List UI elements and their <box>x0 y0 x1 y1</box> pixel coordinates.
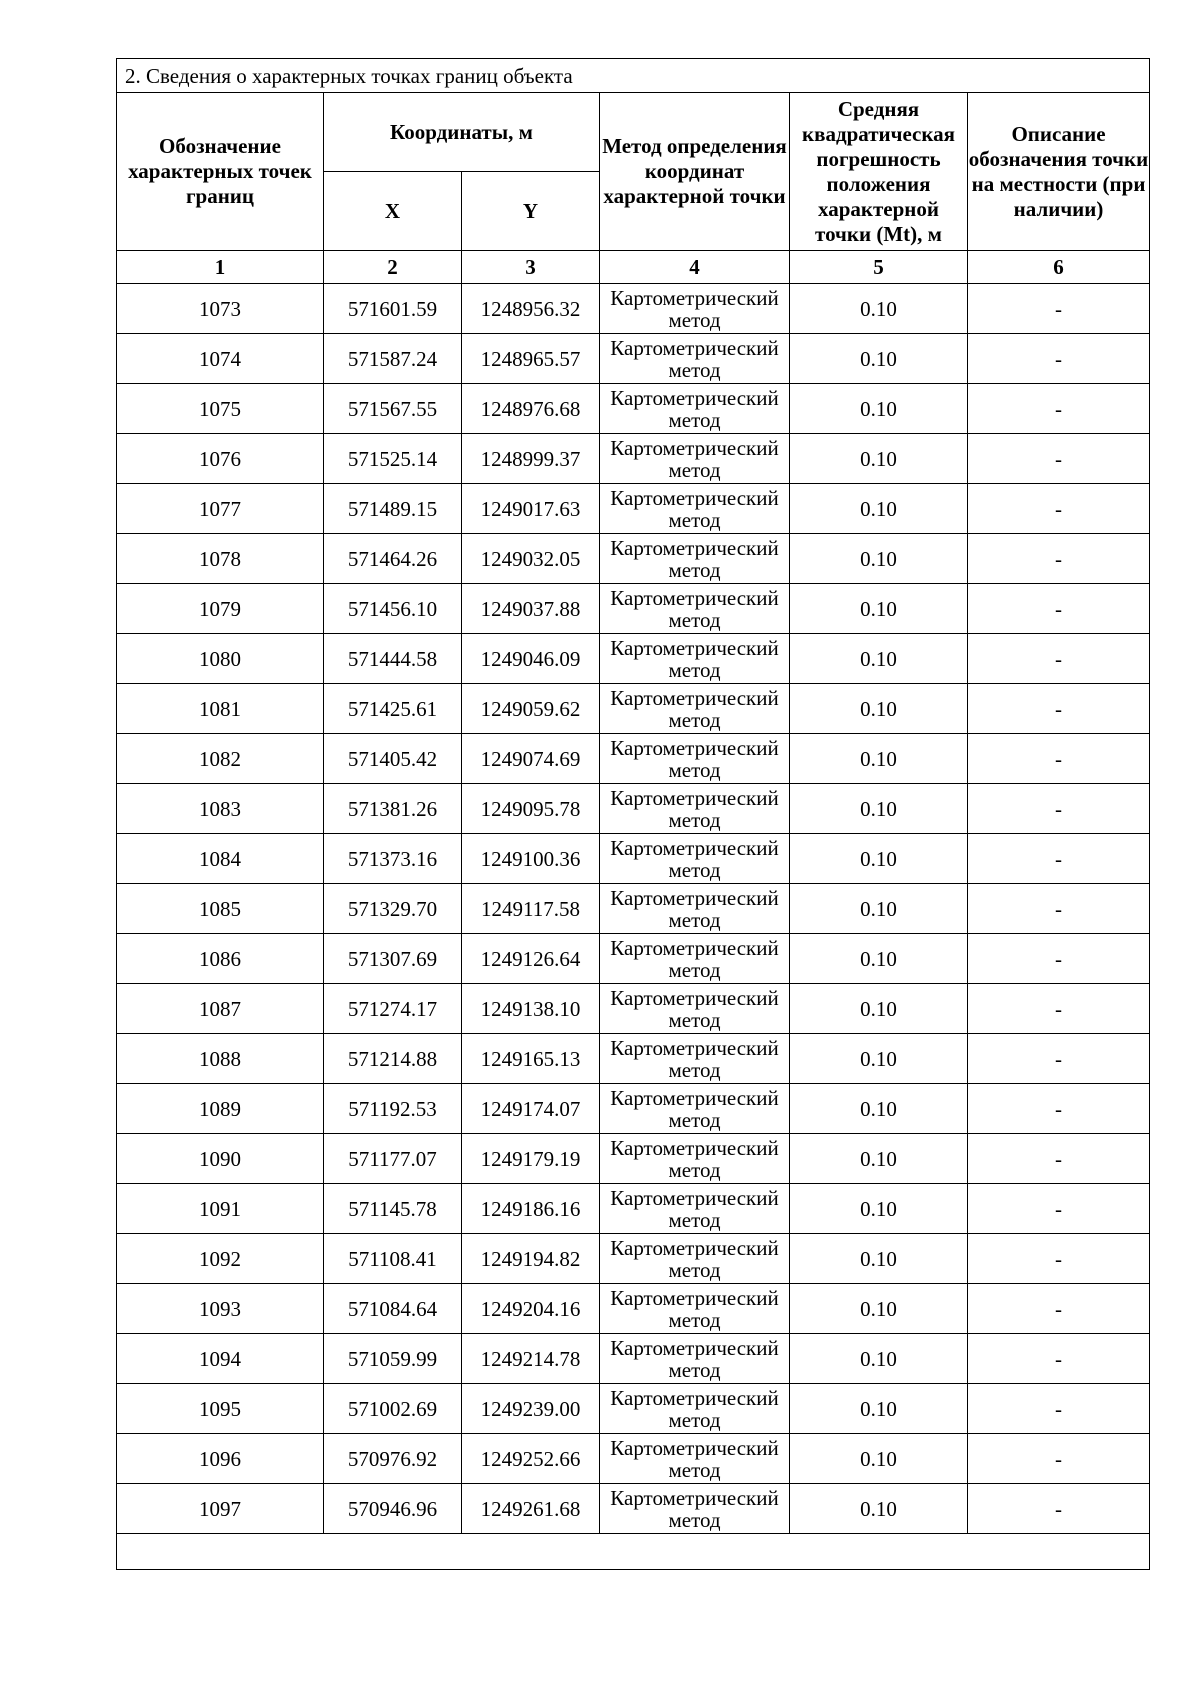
accuracy-mt: 0.10 <box>790 534 968 584</box>
method-line-2: метод <box>668 1357 721 1382</box>
point-description: - <box>968 1234 1150 1284</box>
column-number: 1 <box>117 251 324 284</box>
accuracy-mt: 0.10 <box>790 1384 968 1434</box>
accuracy-mt: 0.10 <box>790 334 968 384</box>
method-line-1: Картометрический <box>610 1135 779 1160</box>
point-id: 1075 <box>117 384 324 434</box>
coord-y: 1249046.09 <box>462 634 600 684</box>
point-id: 1089 <box>117 1084 324 1134</box>
coord-y: 1248999.37 <box>462 434 600 484</box>
point-id: 1094 <box>117 1334 324 1384</box>
point-id: 1078 <box>117 534 324 584</box>
coord-y: 1249214.78 <box>462 1334 600 1384</box>
accuracy-mt: 0.10 <box>790 934 968 984</box>
method <box>600 684 790 734</box>
method-line-1: Картометрический <box>610 985 779 1010</box>
method-line-1: Картометрический <box>610 1435 779 1460</box>
point-description: - <box>968 934 1150 984</box>
point-description: - <box>968 734 1150 784</box>
coord-y: 1248965.57 <box>462 334 600 384</box>
coord-y: 1249261.68 <box>462 1484 600 1534</box>
column-number: 6 <box>968 251 1150 284</box>
header-coordinates: Координаты, м <box>324 93 600 172</box>
accuracy-mt: 0.10 <box>790 1184 968 1234</box>
method-line-1: Картометрический <box>610 635 779 660</box>
method <box>600 934 790 984</box>
table-row <box>117 884 1150 934</box>
point-description: - <box>968 1284 1150 1334</box>
accuracy-mt: 0.10 <box>790 1434 968 1484</box>
coord-x: 571525.14 <box>324 434 462 484</box>
point-id: 1086 <box>117 934 324 984</box>
table-row <box>117 334 1150 384</box>
point-description: - <box>968 984 1150 1034</box>
column-number: 2 <box>324 251 462 284</box>
point-id: 1077 <box>117 484 324 534</box>
method <box>600 884 790 934</box>
coord-x: 571177.07 <box>324 1134 462 1184</box>
method <box>600 1234 790 1284</box>
accuracy-mt: 0.10 <box>790 984 968 1034</box>
coord-y: 1249017.63 <box>462 484 600 534</box>
point-id: 1080 <box>117 634 324 684</box>
coord-y: 1249174.07 <box>462 1084 600 1134</box>
point-id: 1093 <box>117 1284 324 1334</box>
accuracy-mt: 0.10 <box>790 884 968 934</box>
method <box>600 1484 790 1534</box>
point-description: - <box>968 534 1150 584</box>
method <box>600 634 790 684</box>
method-line-2: метод <box>668 357 721 382</box>
point-id: 1085 <box>117 884 324 934</box>
method-line-1: Картометрический <box>610 1035 779 1060</box>
accuracy-mt: 0.10 <box>790 1484 968 1534</box>
method <box>600 834 790 884</box>
header-y: Y <box>462 172 600 251</box>
method-line-2: метод <box>668 1207 721 1232</box>
coord-y: 1249074.69 <box>462 734 600 784</box>
point-description: - <box>968 834 1150 884</box>
header-accuracy: Средняя квадратическая погрешность положения характерной точки (Mt), м <box>790 93 968 251</box>
table-row <box>117 1134 1150 1184</box>
point-description: - <box>968 1184 1150 1234</box>
point-description: - <box>968 1334 1150 1384</box>
method-line-1: Картометрический <box>610 735 779 760</box>
method <box>600 484 790 534</box>
method-line-2: метод <box>668 457 721 482</box>
coord-x: 571381.26 <box>324 784 462 834</box>
method-line-2: метод <box>668 1507 721 1532</box>
method-line-1: Картометрический <box>610 1335 779 1360</box>
accuracy-mt: 0.10 <box>790 384 968 434</box>
coord-x: 571274.17 <box>324 984 462 1034</box>
method <box>600 734 790 784</box>
method <box>600 1284 790 1334</box>
method-line-2: метод <box>668 1057 721 1082</box>
method-line-2: метод <box>668 857 721 882</box>
method-line-2: метод <box>668 307 721 332</box>
accuracy-mt: 0.10 <box>790 1034 968 1084</box>
method-line-2: метод <box>668 1257 721 1282</box>
point-description: - <box>968 334 1150 384</box>
method-line-1: Картометрический <box>610 935 779 960</box>
point-description: - <box>968 434 1150 484</box>
section-title: 2. Сведения о характерных точках границ объекта <box>117 59 1150 93</box>
method-line-1: Картометрический <box>610 1085 779 1110</box>
coord-y: 1249186.16 <box>462 1184 600 1234</box>
accuracy-mt: 0.10 <box>790 584 968 634</box>
point-description: - <box>968 1134 1150 1184</box>
header-point-designation: Обозначение характерных точек границ <box>117 93 324 251</box>
coord-x: 571108.41 <box>324 1234 462 1284</box>
accuracy-mt: 0.10 <box>790 1234 968 1284</box>
point-id: 1095 <box>117 1384 324 1434</box>
point-description: - <box>968 1034 1150 1084</box>
point-id: 1087 <box>117 984 324 1034</box>
method <box>600 1084 790 1134</box>
method-line-1: Картометрический <box>610 335 779 360</box>
point-description: - <box>968 1384 1150 1434</box>
table-row <box>117 634 1150 684</box>
method-line-2: метод <box>668 1457 721 1482</box>
method-line-2: метод <box>668 507 721 532</box>
coord-x: 571192.53 <box>324 1084 462 1134</box>
method <box>600 284 790 334</box>
table-row <box>117 1084 1150 1134</box>
column-number: 3 <box>462 251 600 284</box>
method-line-2: метод <box>668 1307 721 1332</box>
table-row <box>117 484 1150 534</box>
accuracy-mt: 0.10 <box>790 734 968 784</box>
table-row <box>117 1284 1150 1334</box>
coord-y: 1249095.78 <box>462 784 600 834</box>
table-row <box>117 1384 1150 1434</box>
section-title-row <box>117 59 1150 93</box>
coord-x: 571214.88 <box>324 1034 462 1084</box>
coord-x: 571456.10 <box>324 584 462 634</box>
table-row <box>117 684 1150 734</box>
method-line-1: Картометрический <box>610 1285 779 1310</box>
method-line-2: метод <box>668 1157 721 1182</box>
point-description: - <box>968 1484 1150 1534</box>
table-row <box>117 984 1150 1034</box>
method-line-1: Картометрический <box>610 485 779 510</box>
point-id: 1076 <box>117 434 324 484</box>
accuracy-mt: 0.10 <box>790 1334 968 1384</box>
coord-x: 571329.70 <box>324 884 462 934</box>
point-description: - <box>968 784 1150 834</box>
coord-y: 1249032.05 <box>462 534 600 584</box>
coord-y: 1249179.19 <box>462 1134 600 1184</box>
point-id: 1084 <box>117 834 324 884</box>
method <box>600 334 790 384</box>
method <box>600 1334 790 1384</box>
coord-x: 571444.58 <box>324 634 462 684</box>
method-line-1: Картометрический <box>610 685 779 710</box>
coord-x: 571307.69 <box>324 934 462 984</box>
method <box>600 1434 790 1484</box>
method-line-1: Картометрический <box>610 835 779 860</box>
method <box>600 1034 790 1084</box>
coord-y: 1249165.13 <box>462 1034 600 1084</box>
point-id: 1074 <box>117 334 324 384</box>
point-description: - <box>968 634 1150 684</box>
point-id: 1073 <box>117 284 324 334</box>
point-description: - <box>968 1084 1150 1134</box>
method-line-2: метод <box>668 657 721 682</box>
coord-y: 1248976.68 <box>462 384 600 434</box>
coord-y: 1249239.00 <box>462 1384 600 1434</box>
coord-x: 571425.61 <box>324 684 462 734</box>
point-id: 1092 <box>117 1234 324 1284</box>
table-row <box>117 434 1150 484</box>
accuracy-mt: 0.10 <box>790 684 968 734</box>
method <box>600 584 790 634</box>
table-row <box>117 1184 1150 1234</box>
point-id: 1096 <box>117 1434 324 1484</box>
method-line-1: Картометрический <box>610 385 779 410</box>
point-id: 1082 <box>117 734 324 784</box>
point-description: - <box>968 884 1150 934</box>
method-line-1: Картометрический <box>610 1485 779 1510</box>
method <box>600 1184 790 1234</box>
point-description: - <box>968 1434 1150 1484</box>
method-line-1: Картометрический <box>610 885 779 910</box>
method-line-1: Картометрический <box>610 585 779 610</box>
coord-y: 1249126.64 <box>462 934 600 984</box>
point-id: 1090 <box>117 1134 324 1184</box>
method-line-1: Картометрический <box>610 1235 779 1260</box>
method-line-2: метод <box>668 807 721 832</box>
accuracy-mt: 0.10 <box>790 1284 968 1334</box>
table-row <box>117 284 1150 334</box>
method-line-1: Картометрический <box>610 435 779 460</box>
boundary-points-table <box>116 58 1150 1570</box>
table-row <box>117 1334 1150 1384</box>
empty-row <box>117 1534 1150 1570</box>
point-id: 1097 <box>117 1484 324 1534</box>
column-number: 4 <box>600 251 790 284</box>
table-row <box>117 384 1150 434</box>
table-row <box>117 584 1150 634</box>
coord-y: 1249194.82 <box>462 1234 600 1284</box>
table-row <box>117 834 1150 884</box>
point-id: 1088 <box>117 1034 324 1084</box>
method-line-2: метод <box>668 1107 721 1132</box>
point-id: 1079 <box>117 584 324 634</box>
coord-y: 1249059.62 <box>462 684 600 734</box>
point-description: - <box>968 584 1150 634</box>
table-row <box>117 784 1150 834</box>
table-row <box>117 1484 1150 1534</box>
table-row <box>117 534 1150 584</box>
method <box>600 784 790 834</box>
table-row <box>117 1234 1150 1284</box>
header-description: Описание обозначения точки на местности (при наличии) <box>968 93 1150 251</box>
coord-y: 1249117.58 <box>462 884 600 934</box>
point-description: - <box>968 284 1150 334</box>
accuracy-mt: 0.10 <box>790 284 968 334</box>
method <box>600 1134 790 1184</box>
coord-x: 571464.26 <box>324 534 462 584</box>
accuracy-mt: 0.10 <box>790 434 968 484</box>
method-line-2: метод <box>668 557 721 582</box>
header-method: Метод определения координат характерной точки <box>600 93 790 251</box>
accuracy-mt: 0.10 <box>790 834 968 884</box>
method <box>600 984 790 1034</box>
method <box>600 434 790 484</box>
method <box>600 384 790 434</box>
table-row <box>117 1034 1150 1084</box>
accuracy-mt: 0.10 <box>790 1134 968 1184</box>
header-x: X <box>324 172 462 251</box>
table-row <box>117 1434 1150 1484</box>
point-description: - <box>968 484 1150 534</box>
point-description: - <box>968 684 1150 734</box>
empty-cell <box>117 1534 1150 1570</box>
accuracy-mt: 0.10 <box>790 634 968 684</box>
coord-y: 1249252.66 <box>462 1434 600 1484</box>
coord-x: 571059.99 <box>324 1334 462 1384</box>
coord-x: 571084.64 <box>324 1284 462 1334</box>
method-line-2: метод <box>668 607 721 632</box>
method <box>600 1384 790 1434</box>
coord-y: 1249204.16 <box>462 1284 600 1334</box>
method-line-1: Картометрический <box>610 1185 779 1210</box>
coord-x: 571405.42 <box>324 734 462 784</box>
method-line-2: метод <box>668 957 721 982</box>
column-number: 5 <box>790 251 968 284</box>
table-row <box>117 734 1150 784</box>
coord-x: 570976.92 <box>324 1434 462 1484</box>
method-line-1: Картометрический <box>610 785 779 810</box>
column-number-row <box>117 251 1150 284</box>
coord-y: 1248956.32 <box>462 284 600 334</box>
coord-x: 571373.16 <box>324 834 462 884</box>
method-line-2: метод <box>668 407 721 432</box>
coord-y: 1249037.88 <box>462 584 600 634</box>
accuracy-mt: 0.10 <box>790 784 968 834</box>
header-row-top <box>117 93 1150 172</box>
point-id: 1081 <box>117 684 324 734</box>
accuracy-mt: 0.10 <box>790 484 968 534</box>
point-id: 1091 <box>117 1184 324 1234</box>
coord-x: 570946.96 <box>324 1484 462 1534</box>
coord-x: 571567.55 <box>324 384 462 434</box>
method-line-2: метод <box>668 707 721 732</box>
coord-y: 1249138.10 <box>462 984 600 1034</box>
coord-x: 571002.69 <box>324 1384 462 1434</box>
coord-y: 1249100.36 <box>462 834 600 884</box>
coord-x: 571587.24 <box>324 334 462 384</box>
method-line-2: метод <box>668 1407 721 1432</box>
method-line-1: Картометрический <box>610 285 779 310</box>
point-id: 1083 <box>117 784 324 834</box>
coord-x: 571601.59 <box>324 284 462 334</box>
point-description: - <box>968 384 1150 434</box>
method-line-1: Картометрический <box>610 1385 779 1410</box>
coord-x: 571145.78 <box>324 1184 462 1234</box>
method-line-2: метод <box>668 757 721 782</box>
method <box>600 534 790 584</box>
table-row <box>117 934 1150 984</box>
method-line-2: метод <box>668 907 721 932</box>
method-line-1: Картометрический <box>610 535 779 560</box>
method-line-2: метод <box>668 1007 721 1032</box>
accuracy-mt: 0.10 <box>790 1084 968 1134</box>
coord-x: 571489.15 <box>324 484 462 534</box>
